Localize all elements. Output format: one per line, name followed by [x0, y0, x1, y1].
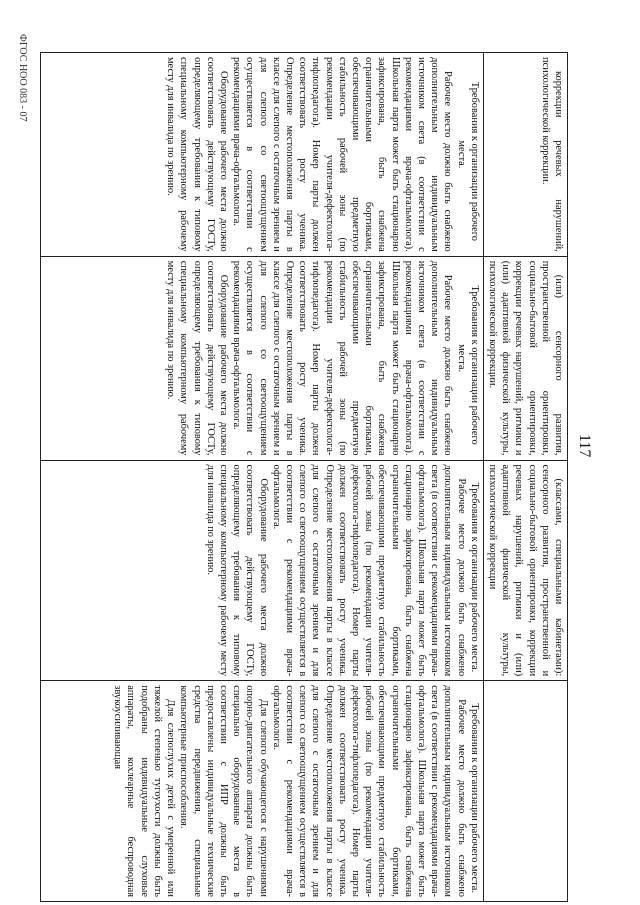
paragraph: Для слепоглухих детей с умеренной или тяжелой степенью тугоухости должны быть подобраны индивидуальные слуховые аппараты, кохлеарные беспроводная звукоусиливающая [112, 685, 177, 897]
table-row-main [41, 53, 484, 902]
cell-col4-top [483, 681, 567, 902]
requirements-table [40, 52, 568, 902]
cell-col1-main [41, 53, 484, 257]
paragraph: Рабочее место должно быть снабжено дополнительным индивидуальным источником света (в соответствии с рекомендациями врача-офтальмолога). Школьная парта может быть стационарно зафиксирована, быть снабжена ограничительными бортиками, обеспечивающими предметную стабильность рабочей зоны (по рекомендации учителя-дефектолога-тифлопедагога). Номер парты должен соответствовать росту ученика. Определение местоположения парты в классе для слепого с остаточным зрением и для слепого со светоощущением осуществляется в соответствии с рекомендациями врача-офтальмолога. [270, 685, 467, 897]
paragraph: Для слепого обучающегося с нарушениями опорно-двигательного аппарата должны быть специально оборудованные места в соответствии с ИПР должны быть предоставлены индивидуальные технические средства передвижения, специальные компьютерные приспособления. [178, 685, 269, 897]
section-heading: Требования к организации рабочего места. [455, 285, 480, 445]
cell-col1-top [483, 53, 567, 257]
cell-text: (классами, специальными кабинетами): сенсорного развития, пространственной и социально-бытовой ориентировки, коррекции речевых нарушений, ритмики и (или) адаптивной физической культуры, психологической коррекции [486, 464, 564, 677]
table-row-top [483, 53, 567, 902]
section-heading: Требования к организации рабочего места. [468, 703, 480, 893]
paragraph: Оборудование рабочего места должно соответствовать действующему ГОСТу, определяющему требования к типовому специальному компьютерному рабочему месту для инвалида по зрению. [204, 464, 269, 677]
paragraph: Рабочее место должно быть снабжено дополнительным индивидуальным источником света (в соответствии с рекомендациями врача-офтальмолога). Школьная парта может быть стационарно зафиксирована, быть снабжена ограничительными бортиками, обеспечивающими предметную стабильность рабочей зоны (по рекомендации учителя-дефектолога-тифлопедагога). Номер парты должен соответствовать росту ученика. Определение местоположения парты в классе для слепого с остаточным зрением и для слепого со светоощущением осуществляется в соответствии с рекомендациями врача-офтальмолога. [231, 260, 454, 456]
cell-text: (или) сенсорного развития, пространственной ориентировки, социально-бытовой ориентировки, коррекции речевых нарушений, ритмики и (или) адаптивной физической культуры, психологической коррекции. [486, 260, 564, 456]
cell-col2-main [41, 256, 484, 460]
page-number: 117 [576, 434, 593, 458]
paragraph: Оборудование рабочего места должно соответствовать действующему ГОСТу, определяющему требования к типовому специальному компьютерному рабочему месту для инвалида по зрению. [165, 260, 229, 456]
cell-col3-main [41, 460, 484, 681]
section-heading: Требования к организации рабочего места. [455, 81, 480, 241]
footer-code: ФГОС НОО 083 - 07 [17, 34, 28, 122]
paragraph: Рабочее место должно быть снабжено дополнительным индивидуальным источником света (в соответствии с рекомендациями врача-офтальмолога). Школьная парта может быть стационарно зафиксирована, быть снабжена ограничительными бортиками, обеспечивающими предметную стабильность рабочей зоны (по рекомендации учителя-дефектолога-тифлопедагога). Номер парты должен соответствовать росту ученика. Определение местоположения парты в классе для слепого с остаточным зрением и для слепого со светоощущением осуществляется в соответствии с рекомендациями врача-офтальмолога. [231, 57, 454, 252]
cell-col2-top [483, 256, 567, 460]
cell-text: коррекции речевых нарушений, психологической коррекции. [539, 57, 564, 252]
section-heading: Требования к организации рабочего места. [468, 482, 480, 673]
paragraph: Оборудование рабочего места должно соответствовать действующему ГОСТу, определяющему требования к типовому специальному компьютерному рабочему месту для инвалида по зрению. [165, 57, 229, 252]
cell-col3-top [483, 460, 567, 681]
cell-col4-main [41, 681, 484, 902]
paragraph: Рабочее место должно быть снабжено дополнительным индивидуальным источником света (в соответствии с рекомендациями врача-офтальмолога). Школьная парта может быть стационарно зафиксирована, быть снабжена ограничительными бортиками, обеспечивающими предметную стабильность рабочей зоны (по рекомендации учителя-дефектолога-тифлопедагога). Номер парты должен соответствовать росту ученика. Определение местоположения парты в классе для слепого с остаточным зрением и для слепого со светоощущением осуществляется в соответствии с рекомендациями врача-офтальмолога. [270, 464, 467, 677]
